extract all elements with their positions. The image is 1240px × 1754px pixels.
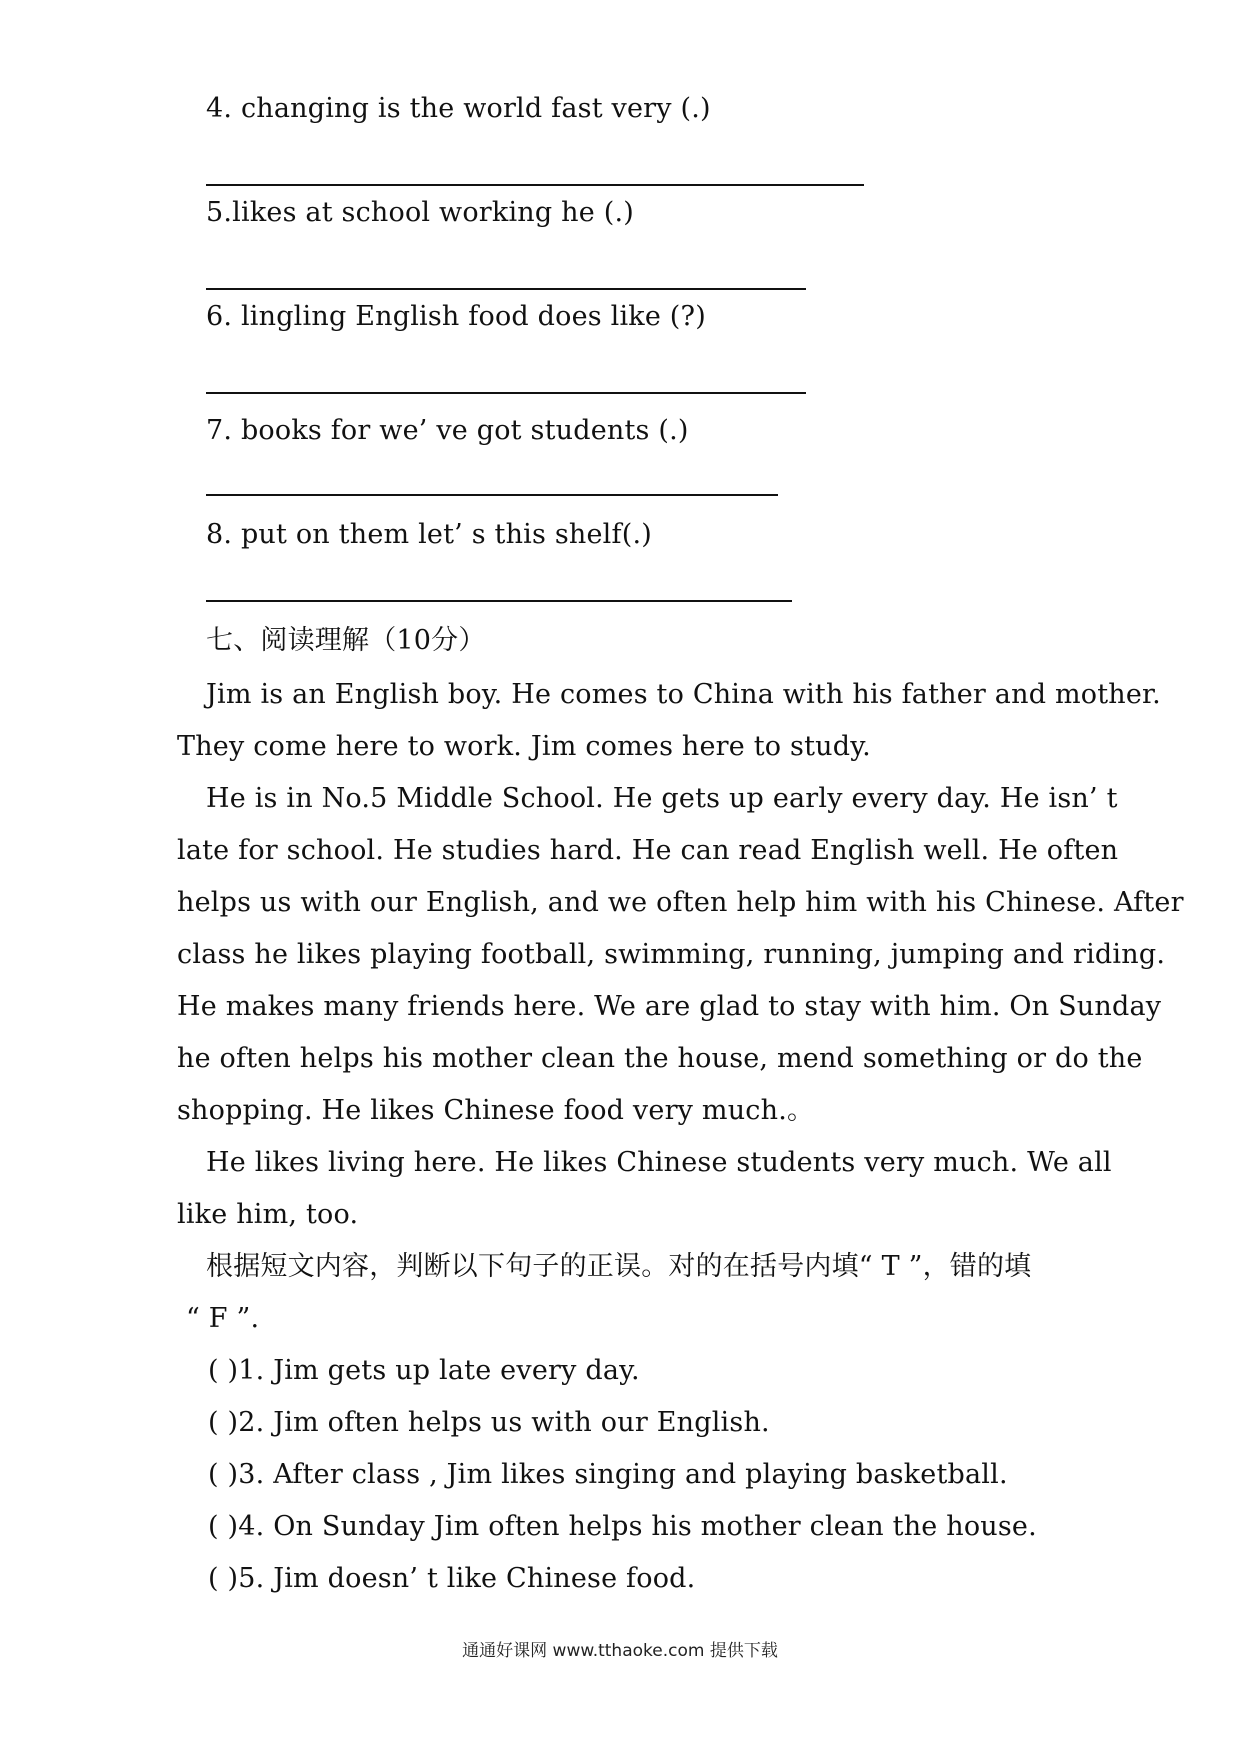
page-footer: 通通好课网 www.tthaoke.com 提供下载 — [462, 1641, 778, 1661]
passage-line: he often helps his mother clean the house, mend something or do the — [177, 1043, 1143, 1074]
instruction-line: “ F ”. — [186, 1303, 260, 1334]
true-false-item[interactable]: ( )1. Jim gets up late every day. — [208, 1355, 640, 1386]
question-7: 7. books for we’ ve got students (.) — [206, 415, 689, 446]
passage-line: helps us with our English, and we often help him with his Chinese. After — [177, 887, 1184, 918]
question-8: 8. put on them let’ s this shelf(.) — [206, 519, 652, 550]
answer-line-4[interactable] — [206, 184, 864, 186]
passage-line: He likes living here. He likes Chinese students very much. We all — [206, 1147, 1112, 1178]
answer-line-8[interactable] — [206, 600, 792, 602]
true-false-item[interactable]: ( )5. Jim doesn’ t like Chinese food. — [208, 1563, 696, 1594]
instruction-line: 根据短文内容，判断以下句子的正误。对的在括号内填“ T ”，错的填 — [206, 1251, 1032, 1282]
passage-line: class he likes playing football, swimming, running, jumping and riding. — [177, 939, 1166, 970]
true-false-item[interactable]: ( )3. After class , Jim likes singing and playing basketball. — [208, 1459, 1008, 1490]
true-false-item[interactable]: ( )4. On Sunday Jim often helps his mother clean the house. — [208, 1511, 1037, 1542]
answer-line-6[interactable] — [206, 392, 806, 394]
passage-line: They come here to work. Jim comes here to study. — [177, 731, 871, 762]
question-5: 5.likes at school working he (.) — [206, 197, 634, 228]
passage-line: like him, too. — [177, 1199, 359, 1230]
question-6: 6. lingling English food does like (?) — [206, 301, 706, 332]
passage-line: Jim is an English boy. He comes to China with his father and mother. — [206, 679, 1161, 710]
passage-line: late for school. He studies hard. He can read English well. He often — [177, 835, 1119, 866]
passage-line: shopping. He likes Chinese food very much.。 — [177, 1095, 815, 1126]
true-false-item[interactable]: ( )2. Jim often helps us with our English. — [208, 1407, 770, 1438]
question-4: 4. changing is the world fast very (.) — [206, 93, 711, 124]
passage-line: He makes many friends here. We are glad to stay with him. On Sunday — [177, 991, 1162, 1022]
passage-line: He is in No.5 Middle School. He gets up early every day. He isn’ t — [206, 783, 1118, 814]
answer-line-5[interactable] — [206, 288, 806, 290]
section-heading: 七、阅读理解（10分） — [206, 625, 486, 656]
answer-line-7[interactable] — [206, 494, 778, 496]
